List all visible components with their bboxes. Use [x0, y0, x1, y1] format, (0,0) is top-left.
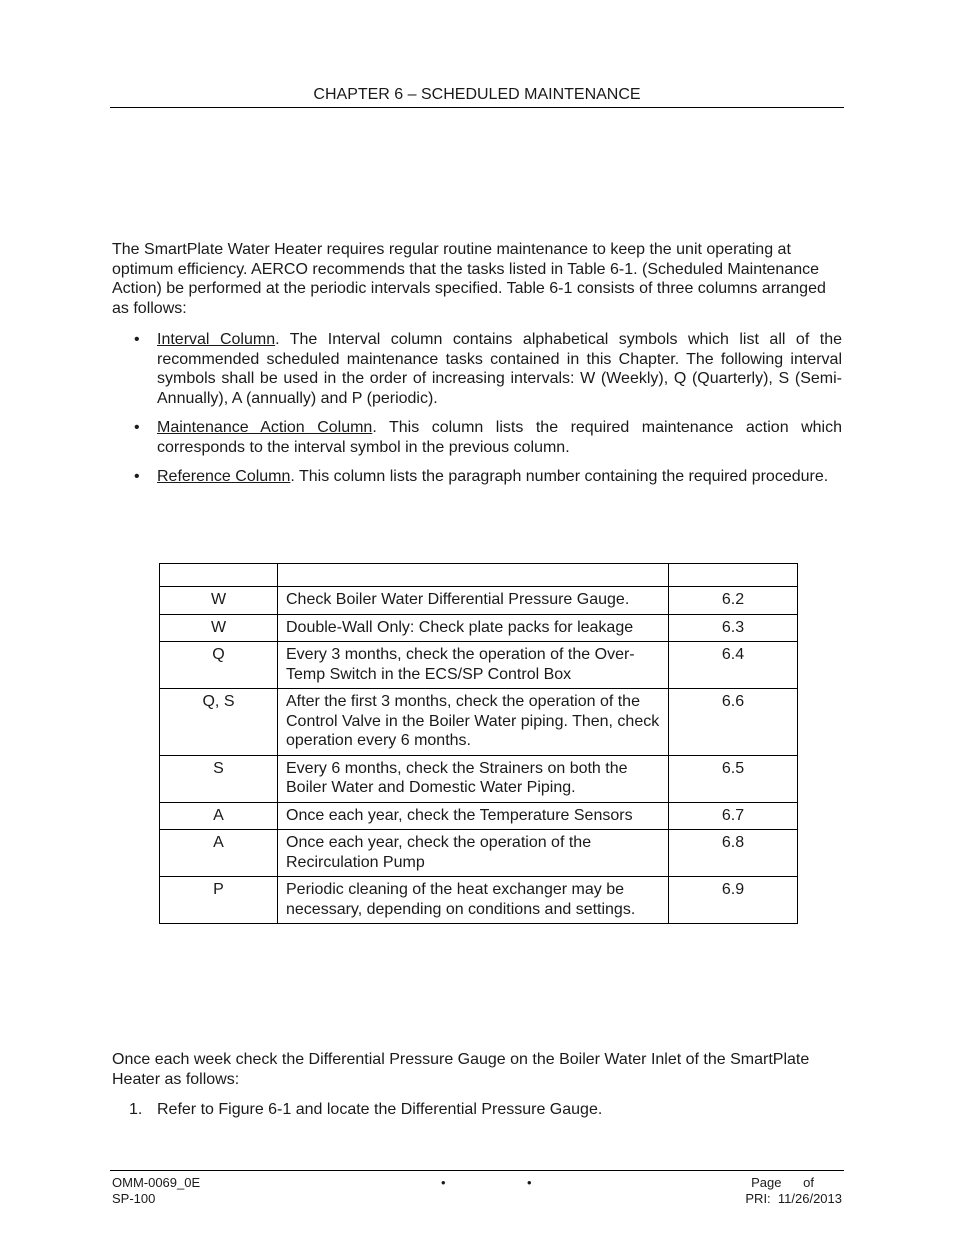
footer-bullet-icon: • [441, 1175, 446, 1190]
reference-cell: 6.9 [669, 877, 798, 924]
revision-date: PRI: 11/26/2013 [745, 1191, 842, 1206]
step-text: Refer to Figure 6-1 and locate the Differential Pressure Gauge. [157, 1101, 603, 1118]
table-row [160, 755, 798, 802]
reference-cell: 6.5 [669, 755, 798, 802]
action-cell: Once each year, check the operation of the Recirculation Pump [278, 830, 669, 877]
reference-cell: 6.4 [669, 642, 798, 689]
reference-cell: 6.7 [669, 802, 798, 830]
table-row [160, 587, 798, 615]
interval-cell: W [160, 587, 278, 615]
step-number: 1. [129, 1101, 143, 1118]
action-cell: Periodic cleaning of the heat exchanger may be necessary, depending on conditions and settings. [278, 877, 669, 924]
action-cell: After the first 3 months, check the operation of the Control Valve in the Boiler Water piping. Then, check operation every 6 months. [278, 689, 669, 756]
header-interval [160, 564, 278, 587]
reference-cell: 6.6 [669, 689, 798, 756]
header-reference [669, 564, 798, 587]
table-header-row [160, 564, 798, 587]
action-cell: Once each year, check the Temperature Sensors [278, 802, 669, 830]
table-row [160, 830, 798, 877]
footer-divider [110, 1170, 844, 1171]
intro-paragraph: The SmartPlate Water Heater requires regular routine maintenance to keep the unit operating at optimum efficiency. AERCO recommends that the tasks listed in Table 6-1. (Scheduled Maintenance Action) be performed at the periodic intervals specified. Table 6-1 consists of three columns arranged as follows: [112, 241, 826, 317]
bullet-text: . This column lists the paragraph number containing the required procedure. [290, 468, 829, 485]
action-cell: Double-Wall Only: Check plate packs for leakage [278, 614, 669, 642]
interval-cell: P [160, 877, 278, 924]
column-description-list [112, 330, 842, 497]
doc-number: OMM-0069_0E [112, 1175, 201, 1190]
interval-cell: A [160, 802, 278, 830]
interval-cell: S [160, 755, 278, 802]
action-cell: Every 6 months, check the Strainers on both the Boiler Water and Domestic Water Piping. [278, 755, 669, 802]
bullet-reference-column [112, 467, 842, 487]
header-action [278, 564, 669, 587]
action-cell: Every 3 months, check the operation of the Over-Temp Switch in the ECS/SP Control Box [278, 642, 669, 689]
table-row [160, 614, 798, 642]
interval-cell: Q, S [160, 689, 278, 756]
reference-cell: 6.2 [669, 587, 798, 615]
table-row [160, 642, 798, 689]
reference-cell: 6.3 [669, 614, 798, 642]
table-row [160, 689, 798, 756]
bullet-term: Reference Column [157, 468, 291, 485]
bullet-term: Interval Column [157, 331, 276, 348]
interval-cell: W [160, 614, 278, 642]
maintenance-table [159, 563, 798, 924]
bullet-icon: • [134, 468, 140, 485]
interval-cell: A [160, 830, 278, 877]
chapter-title: CHAPTER 6 – SCHEDULED MAINTENANCE [313, 86, 641, 103]
action-cell: Check Boiler Water Differential Pressure Gauge. [278, 587, 669, 615]
table-row [160, 877, 798, 924]
page-number: Page of [751, 1175, 814, 1190]
bullet-text: . This column lists the required maintenance action which corresponds to the interval symbol in the previous column. [157, 419, 842, 456]
bullet-term: Maintenance Action Column [157, 419, 373, 436]
interval-cell: Q [160, 642, 278, 689]
bullet-maintenance-action-column [112, 418, 842, 457]
bullet-icon: • [134, 419, 140, 436]
weekly-check-paragraph: Once each week check the Differential Pressure Gauge on the Boiler Water Inlet of the SmartPlate Heater as follows: [112, 1051, 810, 1088]
footer-left [112, 1175, 200, 1207]
reference-cell: 6.8 [669, 830, 798, 877]
model-number: SP-100 [112, 1191, 156, 1206]
bullet-icon: • [134, 331, 140, 348]
footer-bullet-icon: • [527, 1175, 532, 1190]
bullet-text: . The Interval column contains alphabetical symbols which list all of the recommended scheduled maintenance tasks contained in this Chapter. The following interval symbols shall be used in the order of increasing intervals: W (Weekly), Q (Quarterly), S (Semi-Annually), A (annually) and P (periodic). [157, 331, 842, 407]
table-row [160, 802, 798, 830]
footer-right [745, 1175, 842, 1207]
page-header [110, 86, 844, 108]
bullet-interval-column [112, 330, 842, 408]
